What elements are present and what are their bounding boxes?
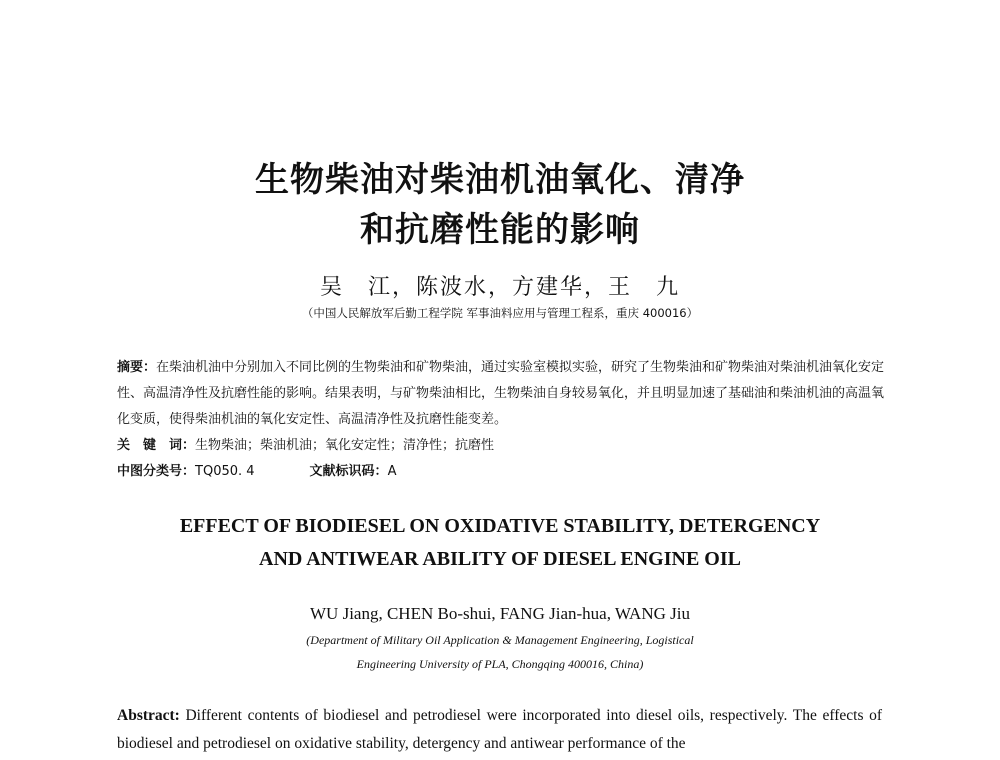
clc-value: TQ050. 4	[195, 464, 255, 479]
chinese-abstract-text: 在柴油机油中分别加入不同比例的生物柴油和矿物柴油，通过实验室模拟实验，研究了生物柴油和矿物柴油对柴油机油氧化安定性、高温清净性及抗磨性能的影响。结果表明，与矿物柴油相比，生物柴油自身较易氧化，并且明显加速了基础油和柴油机油的高温氧化变质，使得柴油机油的氧化安定性、高温清净性及抗磨性能变差。	[117, 360, 885, 427]
chinese-abstract	[117, 355, 885, 433]
english-affiliation-line-1: (Department of Military Oil Application & Management Engineering, Logistical	[306, 633, 694, 647]
chinese-title-line-1: 生物柴油对柴油机油氧化、清净	[255, 160, 745, 200]
doc-code-label: 文献标识码：	[309, 464, 388, 479]
chinese-keywords	[117, 433, 885, 459]
english-abstract	[117, 702, 882, 758]
english-title-line-1: EFFECT OF BIODIESEL ON OXIDATIVE STABILITY, DETERGENCY	[179, 515, 821, 537]
chinese-keywords-label: 关 键 词：	[117, 438, 196, 453]
english-abstract-label: Abstract:	[117, 707, 180, 724]
chinese-abstract-label: 摘要：	[117, 360, 157, 375]
chinese-affiliation: （中国人民解放军后勤工程学院 军事油料应用与管理工程系，重庆 400016）	[301, 306, 699, 320]
chinese-authors: 吴 江，陈波水，方建华，王 九	[319, 275, 680, 300]
doc-code-value: A	[387, 464, 397, 479]
classification-line	[117, 459, 885, 485]
clc-label: 中图分类号：	[117, 464, 196, 479]
english-title-line-2: AND ANTIWEAR ABILITY OF DIESEL ENGINE OIL	[259, 548, 741, 570]
english-authors: WU Jiang, CHEN Bo-shui, FANG Jian-hua, WANG Jiu	[310, 604, 690, 623]
english-affiliation-line-2: Engineering University of PLA, Chongqing 400016, China)	[356, 657, 644, 671]
chinese-keywords-text: 生物柴油；柴油机油；氧化安定性；清净性；抗磨性	[195, 438, 495, 453]
english-abstract-text: Different contents of biodiesel and petrodiesel were incorporated into diesel oils, respectively. The effects of biodiesel and petrodiesel on oxidative stability, detergency and antiwear performance of the	[117, 707, 883, 752]
chinese-title-line-2: 和抗磨性能的影响	[360, 210, 640, 250]
